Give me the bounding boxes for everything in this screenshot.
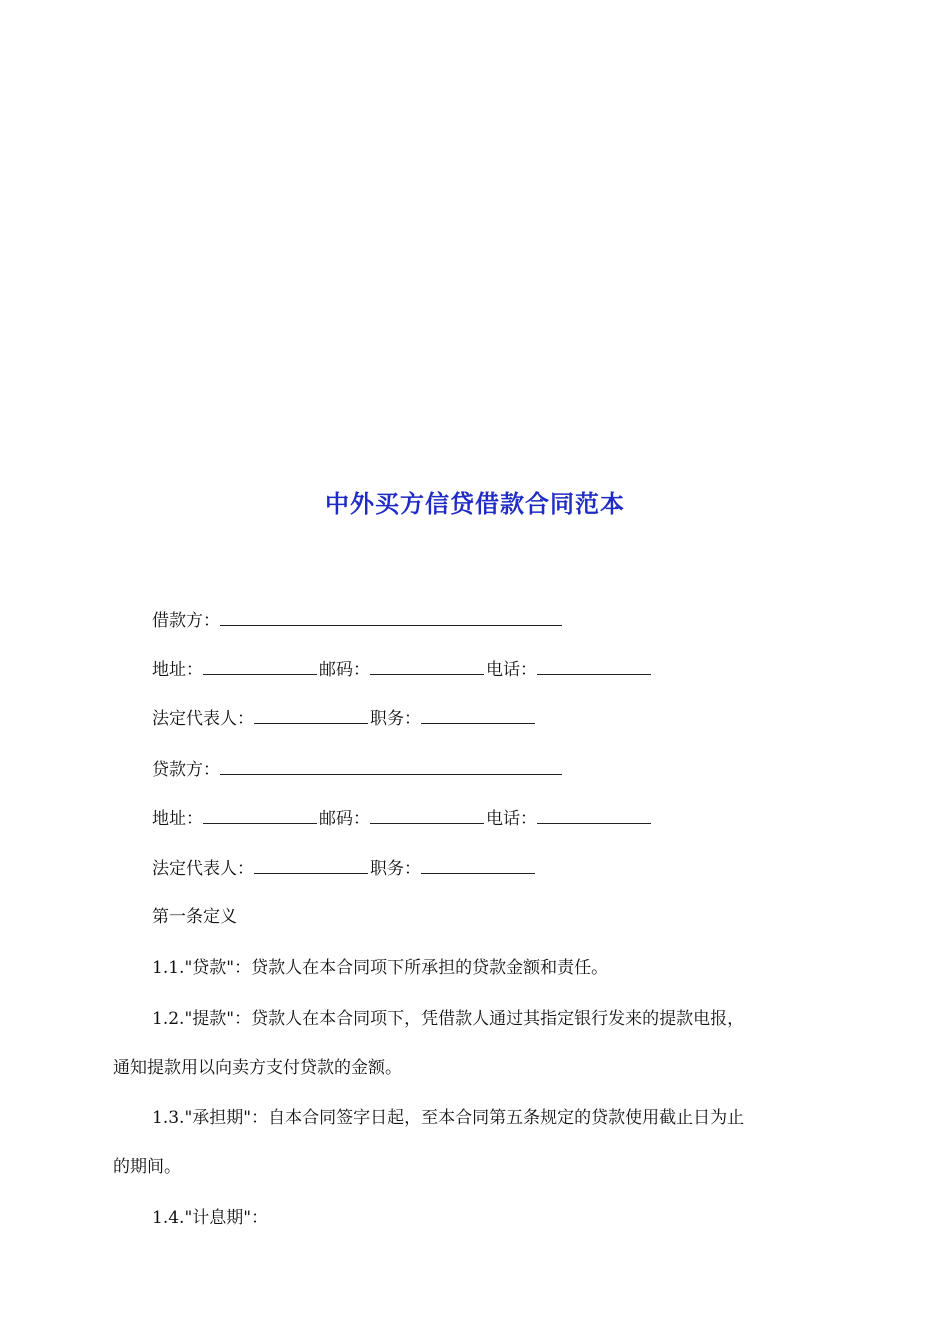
borrower-party-label: 借款方： — [152, 611, 220, 631]
lender-phone-label: 电话： — [486, 809, 537, 829]
lender-postcode-blank — [370, 806, 484, 824]
clause-1-2-line-1: 1.2."提款"：贷款人在本合同项下，凭借款人通过其指定银行发来的提款电报， — [152, 1009, 745, 1029]
borrower-address-label: 地址： — [152, 660, 203, 680]
lender-legal-rep-line — [152, 856, 537, 881]
lender-legal-rep-label: 法定代表人： — [152, 859, 254, 879]
borrower-party-line — [152, 608, 564, 633]
borrower-position-label: 职务： — [370, 709, 421, 729]
borrower-postcode-blank — [370, 657, 484, 675]
clause-1-3-line-1: 1.3."承担期"：自本合同签字日起，至本合同第五条规定的贷款使用截止日为止 — [152, 1108, 745, 1128]
document-title: 中外买方信贷借款合同范本 — [325, 489, 625, 518]
lender-address-line — [152, 806, 653, 831]
lender-legal-rep-blank — [254, 856, 368, 874]
borrower-legal-rep-blank — [254, 706, 368, 724]
clause-1-1: 1.1."贷款"：贷款人在本合同项下所承担的贷款金额和责任。 — [152, 958, 609, 978]
lender-position-label: 职务： — [370, 859, 421, 879]
borrower-legal-rep-line — [152, 706, 537, 731]
borrower-legal-rep-label: 法定代表人： — [152, 709, 254, 729]
lender-party-line — [152, 757, 564, 782]
borrower-phone-label: 电话： — [486, 660, 537, 680]
lender-party-blank — [220, 757, 562, 775]
lender-address-blank — [203, 806, 317, 824]
clause-1-3-line-2: 的期间。 — [113, 1157, 181, 1177]
borrower-postcode-label: 邮码： — [319, 660, 370, 680]
borrower-position-blank — [421, 706, 535, 724]
lender-phone-blank — [537, 806, 651, 824]
borrower-phone-blank — [537, 657, 651, 675]
borrower-address-blank — [203, 657, 317, 675]
lender-position-blank — [421, 856, 535, 874]
borrower-party-blank — [220, 608, 562, 626]
clause-1-4: 1.4."计息期"： — [152, 1208, 269, 1228]
lender-postcode-label: 邮码： — [319, 809, 370, 829]
clause-1-2-line-2: 通知提款用以向卖方支付贷款的金额。 — [113, 1058, 402, 1078]
article-1-heading: 第一条定义 — [152, 907, 237, 927]
lender-party-label: 贷款方： — [152, 760, 220, 780]
borrower-address-line — [152, 657, 653, 682]
lender-address-label: 地址： — [152, 809, 203, 829]
